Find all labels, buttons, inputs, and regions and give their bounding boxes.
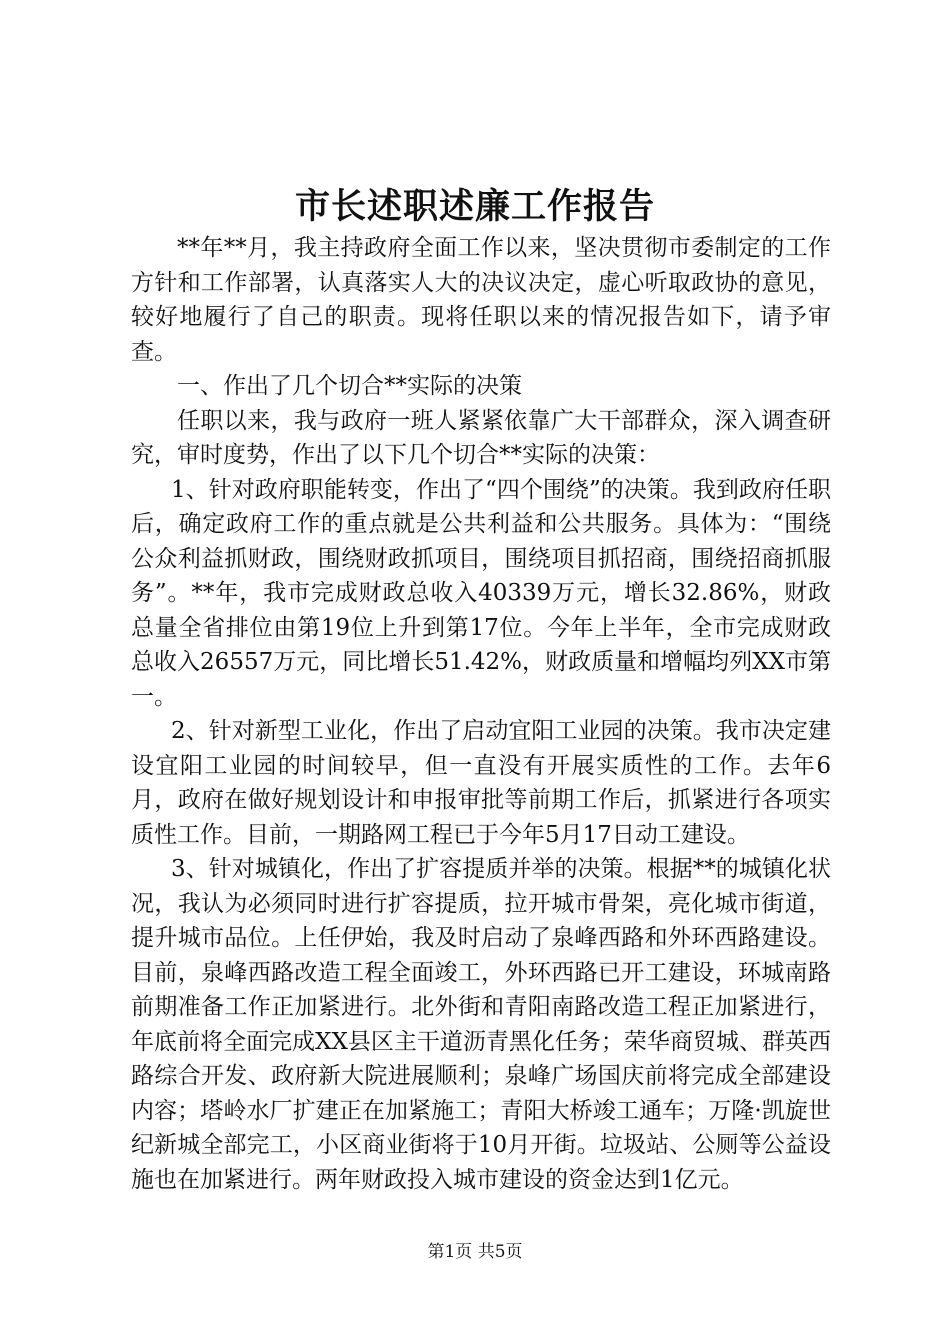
section-heading-1: 一、作出了几个切合**实际的决策 xyxy=(177,373,522,399)
page-footer: 第1页 共5页 xyxy=(427,1242,523,1262)
section-intro-paragraph: 任职以来，我与政府一班人紧紧依靠广大干部群众，深入调查研究，审时度势，作出了以下几个切合**实际的决策： xyxy=(131,407,831,468)
decision-1-paragraph: 1、针对政府职能转变，作出了“四个围绕”的决策。我到政府任职后，确定政府工作的重点就是公共利益和公共服务。具体为：“围绕公众利益抓财政，围绕财政抓项目，围绕项目抓招商，围绕招商抓服务”。**年，我市完成财政总收入40339万元，增长32.86%，财政总量全省排位由第19位上升到第17位。今年上半年，全市完成财政总收入26557万元，同比增长51.42%，财政质量和增幅均列XX市第一。 xyxy=(131,476,831,710)
intro-paragraph: **年**月，我主持政府全面工作以来，坚决贯彻市委制定的工作方针和工作部署，认真落实人大的决议决定，虚心听取政协的意见，较好地履行了自己的职责。现将任职以来的情况报告如下，请予审查。 xyxy=(131,235,831,365)
decision-3-paragraph: 3、针对城镇化，作出了扩容提质并举的决策。根据**的城镇化状况，我认为必须同时进行扩容提质，拉开城市骨架，亮化城市街道，提升城市品位。上任伊始，我及时启动了泉峰西路和外环西路建设。目前，泉峰西路改造工程全面竣工，外环西路已开工建设，环城南路前期准备工作正加紧进行。北外街和青阳南路改造工程正加紧进行，年底前将全面完成XX县区主干道沥青黑化任务；荣华商贸城、群英西路综合开发、政府新大院进展顺利；泉峰广场国庆前将完成全部建设内容；塔岭水厂扩建正在加紧施工；青阳大桥竣工通车；万隆·凯旋世纪新城全部完工，小区商业街将于10月开街。垃圾站、公厕等公益设施也在加紧进行。两年财政投入城市建设的资金达到1亿元。 xyxy=(131,856,831,1193)
decision-2-paragraph: 2、针对新型工业化，作出了启动宜阳工业园的决策。我市决定建设宜阳工业园的时间较早，但一直没有开展实质性的工作。去年6月，政府在做好规划设计和申报审批等前期工作后，抓紧进行各项实质性工作。目前，一期路网工程已于今年5月17日动工建设。 xyxy=(131,718,831,848)
document-title: 市长述职述廉工作报告 xyxy=(294,186,655,227)
document-body xyxy=(131,231,831,1197)
